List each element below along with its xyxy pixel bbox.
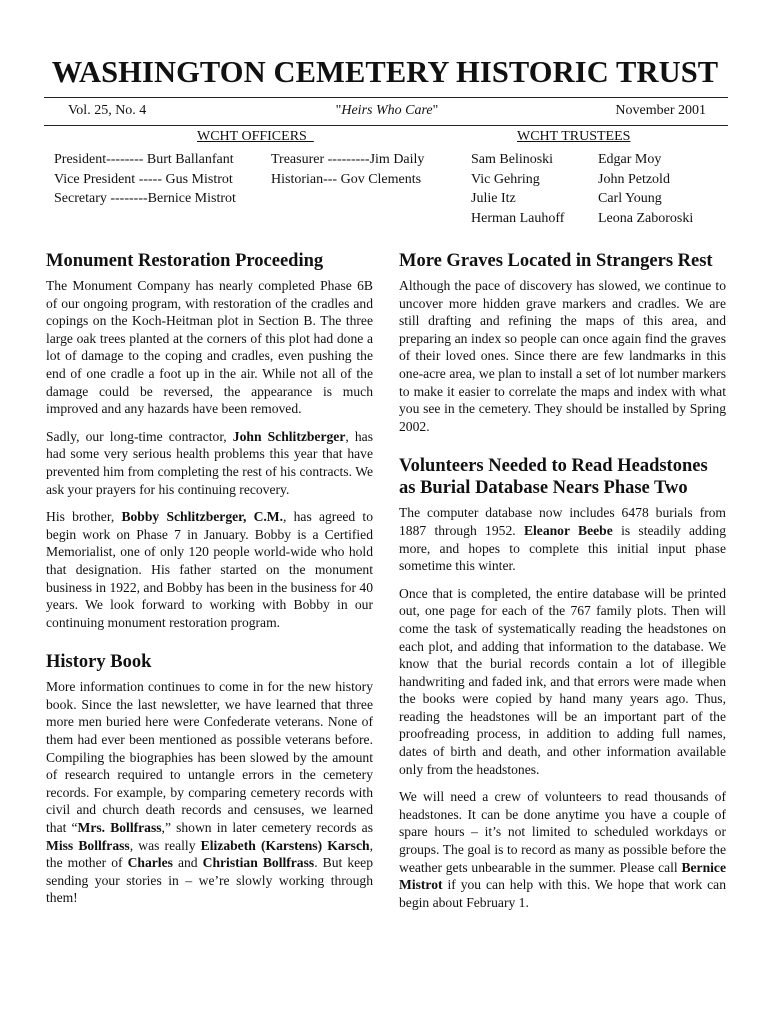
text-run: is steadily adding more, and hopes to complete this initial input phase sometime this winter.	[399, 522, 726, 574]
person-name: Bernice Mistrot	[399, 859, 726, 893]
article-title: Volunteers Needed to Read Headstones as Burial Database Nears Phase Two	[399, 456, 708, 499]
person-name: Charles	[127, 855, 173, 871]
trustee-name: Sam Belinoski	[471, 152, 554, 167]
text-run: and	[172, 855, 203, 871]
newsletter-motto	[68, 103, 706, 119]
article-paragraph	[46, 428, 373, 498]
trustees-list-2	[598, 150, 693, 228]
newsletter-title: WASHINGTON CEMETERY HISTORIC TRUST	[51, 55, 719, 89]
person-name: Elizabeth (Karstens) Karsch	[200, 837, 370, 853]
motto-text: Heirs Who Care	[341, 103, 433, 118]
text-run: , has agreed to begin work on Phase 7 in January. Bobby is a Certified Memorialist, one of only 120 people world-wide who hold that designation. His father started on the monument business in 1922, and Bobby has been in the business for 40 years. We look forward to working with Bobby in our continuing monument restoration program.	[46, 509, 373, 630]
text-run: The computer database now includes 6478 burials from 1887 through 1952.	[399, 505, 726, 538]
officers-list-2	[271, 150, 424, 189]
officer-president: President-------- Burt Ballanfant	[54, 152, 234, 167]
article-paragraph: The Monument Company has nearly completed Phase 6B of our ongoing program, with restoration of the cradles and copings on the Koch-Heitman plot in Section B. The three large oak trees planted at the corners of this plot had done a lot of damage to the coping and cradles, even pushing the end of one cradle a foot up in the air. While not all of the damage could be reversed, the appearance is much improved and any hazards have been removed.	[46, 278, 373, 417]
left-column	[46, 250, 373, 927]
issue-date: November 2001	[615, 103, 706, 118]
trustees-list-1	[471, 150, 564, 228]
text-run: More information continues to come in for the new history book. Since the last newsletter, we have learned that three more men buried here were Confederate veterans. None of them had ever been mentioned as possible veterans before. Compiling the biographies has been slowed by the amount of research required to untangle errors in the cemetery records. For example, by comparing cemetery records with civil and church death records and censuses, we learned that “	[46, 679, 373, 836]
trustee-name: Edgar Moy	[598, 152, 662, 167]
article-paragraph	[46, 508, 373, 631]
issue-info-bar	[68, 103, 706, 121]
trustee-name: Vic Gehring	[471, 171, 540, 187]
article-paragraph	[399, 788, 726, 911]
person-name: Christian Bollfrass	[202, 855, 315, 871]
masthead-bottom-rule	[44, 125, 728, 126]
text-run: if you can help with this. We hope that work can begin about February 1.	[399, 877, 726, 910]
article-title: History Book	[46, 652, 152, 673]
issue-volume: Vol. 25, No. 4	[68, 103, 147, 118]
motto-close-quote: "	[432, 103, 439, 118]
article-paragraph: Once that is completed, the entire database will be printed out, one page for each of the 767 family plots. Then will come the task of systematically reading the headstones on each plot, and adding that information to the database. We know that the burial records contain a lot of illegible handwriting and faded ink, and that errors were made when the books were copied by hand many years ago. Thus, reading the headstones will be an important part of the proofreading process, in addition to adding full names, dates of birth and death, and other information available only from the headstones.	[399, 585, 726, 777]
person-name: Mrs. Bollfrass	[77, 820, 162, 836]
trustee-name: Herman Lauhoff	[471, 210, 565, 226]
text-run: . But keep sending your stories in – we’re slowly working through them!	[46, 855, 373, 906]
person-name: Miss Bollfrass	[46, 837, 130, 853]
officers-list-1	[54, 150, 236, 209]
trustee-name: Leona Zaboroski	[598, 210, 694, 226]
trustee-name: Julie Itz	[471, 191, 516, 206]
trustees-heading: WCHT TRUSTEES	[517, 129, 631, 144]
officer-vice-president: Vice President ----- Gus Mistrot	[54, 171, 233, 187]
article-strangers-rest	[399, 250, 726, 435]
officer-historian: Historian--- Gov Clements	[271, 171, 422, 187]
article-history-book	[46, 651, 373, 907]
article-monument-restoration	[46, 250, 373, 631]
person-name: Bobby Schlitzberger, C.M.	[121, 509, 284, 525]
officers-heading: WCHT OFFICERS	[197, 129, 314, 144]
article-paragraph: Although the pace of discovery has slowed, we continue to uncover more hidden grave markers and cradles. We are still drafting and refining the maps of this area, and preparing an index so people can once again find the graves of their loved ones. Since there are few landmarks in this one-acre area, we plan to install a set of lot number markers to make it easier to correlate the maps and index with what you see in the cemetery. They should be installed by Spring 2002.	[399, 278, 726, 434]
right-column	[399, 250, 726, 931]
text-run: , has had some very serious health problems this year that have prevented him from completing the rest of his contracts. We ask your prayers for his continuing recovery.	[46, 428, 373, 497]
text-run: , was really	[129, 837, 201, 853]
motto-open-quote: "	[335, 103, 342, 118]
officer-secretary: Secretary --------Bernice Mistrot	[54, 191, 236, 206]
article-paragraph	[46, 678, 373, 907]
person-name: John Schlitzberger	[232, 428, 346, 444]
trustee-name: John Petzold	[598, 171, 670, 187]
masthead-top-rule	[44, 97, 728, 98]
article-title: Monument Restoration Proceeding	[46, 251, 324, 271]
text-run: His brother,	[46, 509, 122, 525]
person-name: Eleanor Beebe	[523, 522, 613, 538]
article-volunteers-needed	[399, 455, 726, 911]
text-run: Sadly, our long-time contractor,	[46, 428, 233, 444]
text-run: We will need a crew of volunteers to read thousands of headstones. It can be done anytime you have a couple of spare hours – it’s not limited to scheduled workdays or groups. The goal is to record as many as possible before the weather gets unbearable in the summer. Please call	[399, 789, 726, 875]
text-run: , the mother of	[46, 837, 373, 871]
article-paragraph	[399, 504, 726, 574]
officer-treasurer: Treasurer ---------Jim Daily	[271, 152, 425, 167]
article-title: More Graves Located in Strangers Rest	[399, 251, 713, 271]
text-run: ,” shown in later cemetery records as	[161, 820, 373, 836]
trustee-name: Carl Young	[598, 191, 662, 206]
